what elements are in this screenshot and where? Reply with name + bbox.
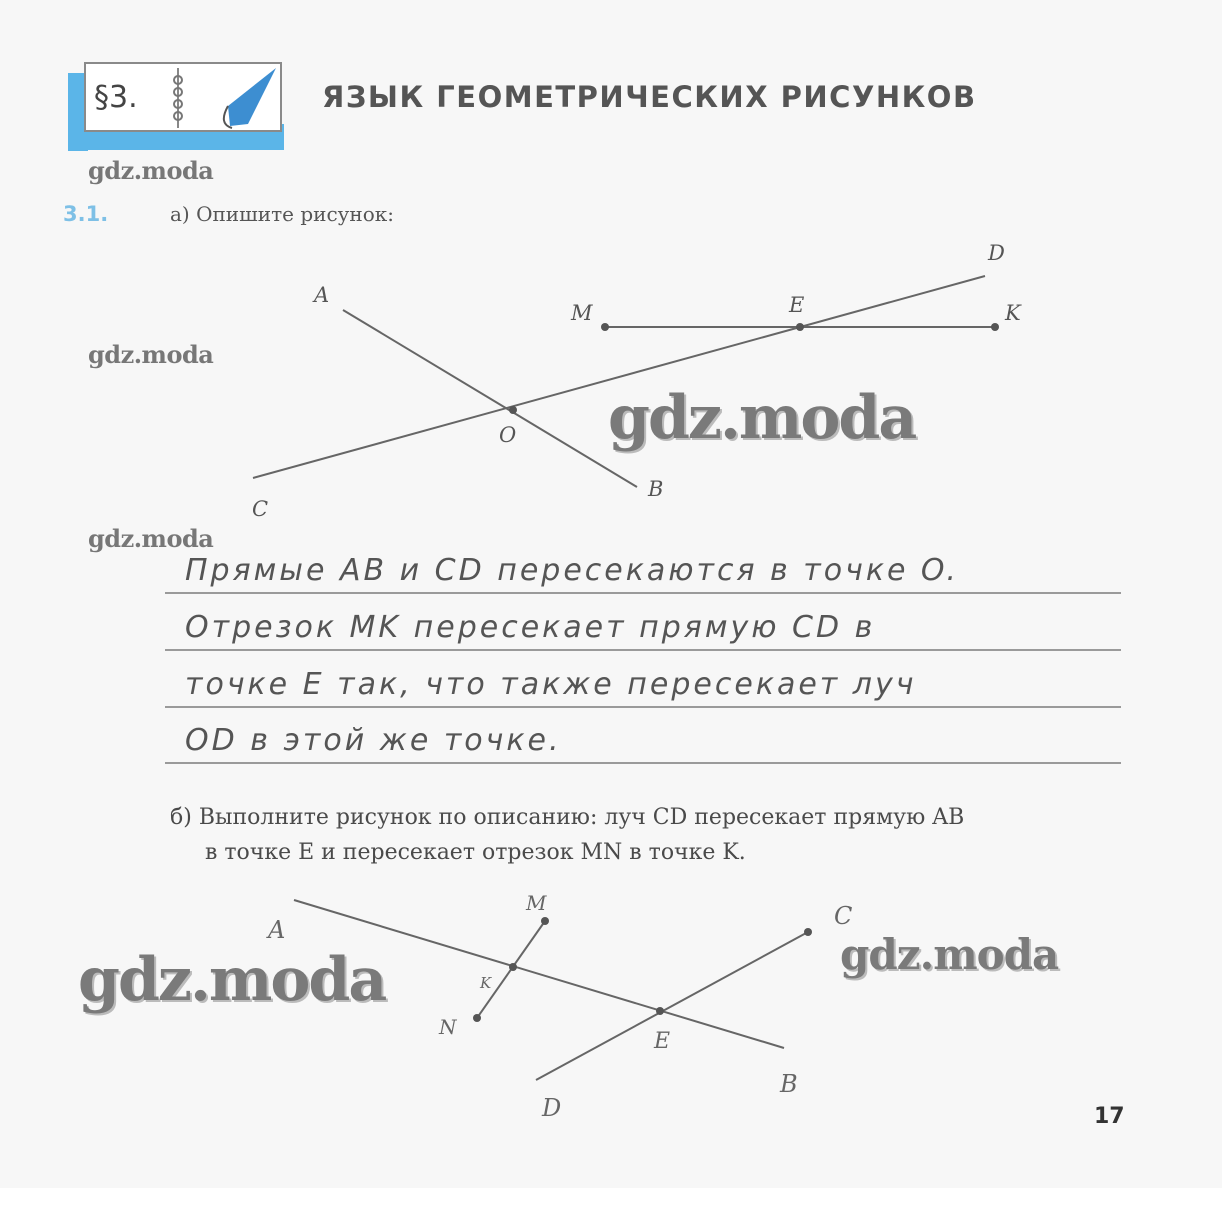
point-k [991,323,999,331]
point-n-hand [473,1014,481,1022]
section-title: ЯЗЫК ГЕОМЕТРИЧЕСКИХ РИСУНКОВ [322,80,977,114]
point-c-hand [804,928,812,936]
point-m [601,323,609,331]
figure-a [0,230,1222,530]
ruled-line [165,592,1121,594]
label-m-hand: M [526,891,547,915]
label-d: D [988,241,1005,265]
label-o: O [499,423,517,447]
label-a-hand: A [268,916,286,944]
answer-line: Отрезок MK пересекает прямую CD в [185,610,876,645]
label-m: M [571,301,593,325]
point-e-hand [656,1007,664,1015]
section-number: §3. [94,80,138,115]
label-b: B [648,477,664,501]
label-c-hand: C [834,902,853,930]
label-e-hand: E [654,1029,671,1054]
task-part-b-line1: б) Выполните рисунок по описанию: луч CD пересекает прямую AB [170,805,965,830]
ruled-line [165,649,1121,651]
label-k: K [1005,301,1021,325]
label-k-hand: K [480,974,492,992]
answer-line: OD в этой же точке. [185,723,562,758]
point-m-hand [541,917,549,925]
line-ab [343,310,637,487]
label-c: C [252,497,269,521]
ruled-line [165,762,1121,764]
page-number: 17 [1094,1104,1125,1129]
task-number: 3.1. [63,202,109,226]
point-o [509,406,517,414]
label-d-hand: D [542,1094,562,1122]
answer-line: точке E так, что также пересекает луч [185,667,917,702]
answer-line: Прямые AB и CD пересекаются в точке O. [185,553,959,588]
label-a: A [314,283,330,307]
watermark: gdz.moda [88,524,214,553]
ruled-line [165,706,1121,708]
task-part-a: а) Опишите рисунок: [170,202,395,226]
watermark: gdz.moda [88,340,214,369]
watermark-medium: gdz.moda [840,930,1059,979]
task-part-b [170,800,1160,870]
watermark-large: gdz.moda [78,945,386,1015]
ray-cd-hand [536,932,808,1080]
label-e: E [789,293,805,317]
point-k-hand [509,963,517,971]
notebook-pencil-icon [168,66,280,130]
task-part-b-line2: в точке E и пересекает отрезок MN в точке K. [205,840,746,865]
label-b-hand: B [780,1070,798,1098]
point-e [796,323,804,331]
label-n-hand: N [439,1015,457,1039]
page-bottom-margin [0,1188,1222,1222]
watermark: gdz.moda [88,156,214,185]
watermark-large: gdz.moda [608,383,916,453]
